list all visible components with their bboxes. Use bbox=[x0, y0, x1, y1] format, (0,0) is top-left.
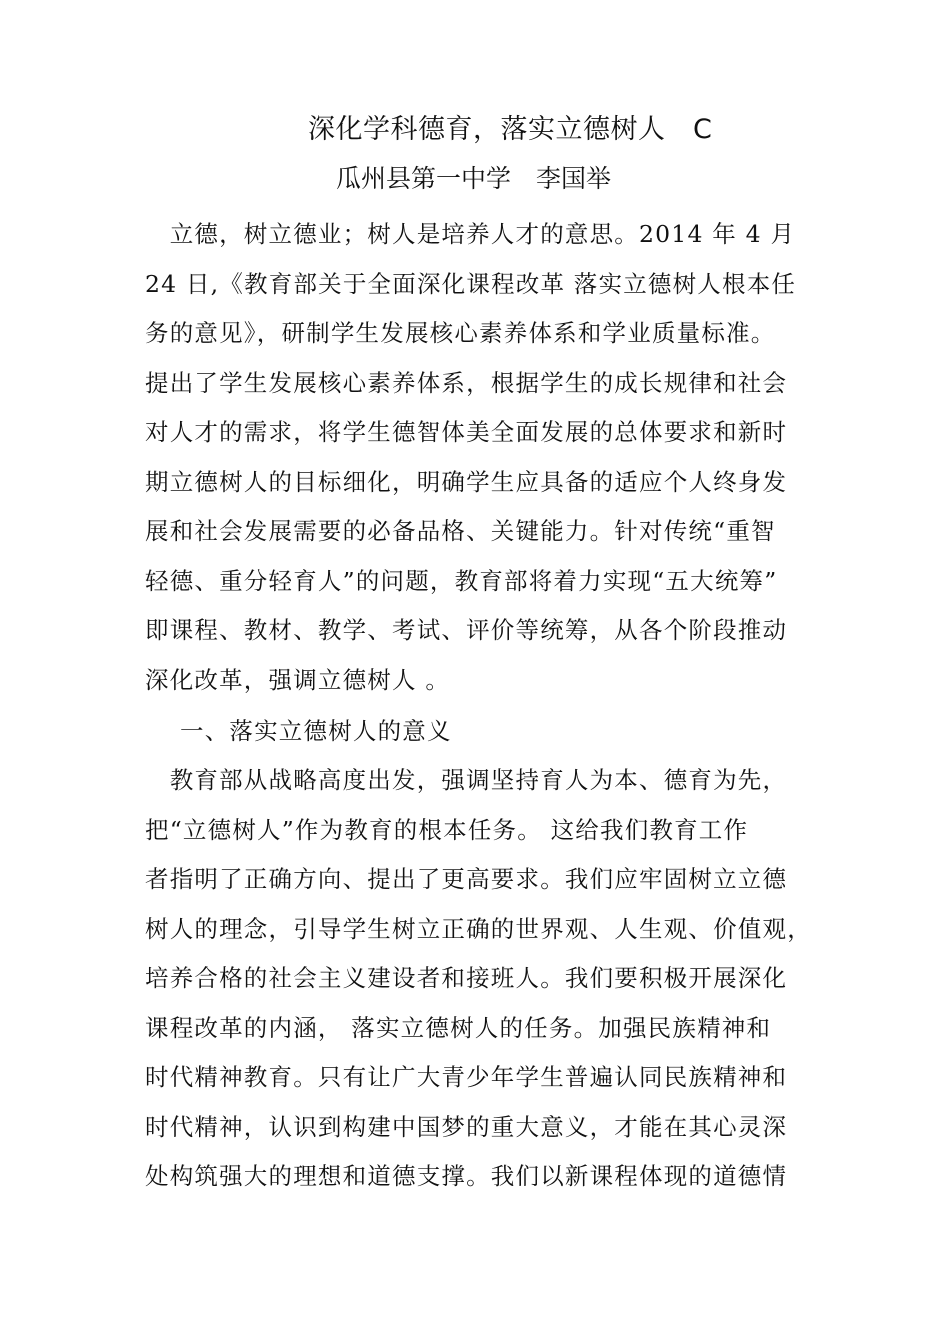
section-heading: 一、落实立德树人的意义 bbox=[180, 717, 452, 745]
text-line: 对人才的需求，将学生德智体美全面发展的总体要求和新时 bbox=[145, 418, 788, 446]
paragraph-significance bbox=[145, 756, 812, 1202]
text-line: 处构筑强大的理想和道德支撑。我们以新课程体现的道德情 bbox=[145, 1162, 788, 1190]
document-title: 深化学科德育，落实立德树人 C bbox=[308, 114, 713, 145]
text-line: 教育部从战略高度出发，强调坚持育人为本、德育为先， bbox=[145, 766, 788, 794]
text-line: 者指明了正确方向、提出了更高要求。我们应牢固树立立德 bbox=[145, 865, 788, 893]
text-line: 时代精神教育。只有让广大青少年学生普遍认同民族精神和 bbox=[145, 1063, 788, 1091]
text-line: 培养合格的社会主义建设者和接班人。我们要积极开展深化 bbox=[145, 964, 788, 992]
text-line: 期立德树人的目标细化，明确学生应具备的适应个人终身发 bbox=[145, 467, 788, 496]
text-line: 展和社会发展需要的必备品格、关键能力。针对传统“重智 bbox=[145, 517, 776, 545]
text-line: 时代精神，认识到构建中国梦的重大意义，才能在其心灵深 bbox=[145, 1112, 788, 1141]
text-line: 立德，树立德业；树人是培养人才的意思。2014 年 4 月 bbox=[145, 220, 796, 248]
text-line: 树人的理念，引导学生树立正确的世界观、人生观、价值观， bbox=[145, 914, 812, 943]
text-line: 即课程、教材、教学、考试、评价等统筹，从各个阶段推动 bbox=[145, 616, 788, 644]
text-line: 深化改革，强调立德树人 。 bbox=[145, 665, 451, 694]
text-line: 把“立德树人”作为教育的根本任务。 这给我们教育工作 bbox=[145, 815, 749, 844]
text-line: 提出了学生发展核心素养体系，根据学生的成长规律和社会 bbox=[145, 368, 788, 397]
text-line: 务的意见》，研制学生发展核心素养体系和学业质量标准。 bbox=[145, 319, 776, 347]
text-line: 24 日,《教育部关于全面深化课程改革 落实立德树人根本任 bbox=[145, 269, 797, 298]
paragraph-intro bbox=[145, 210, 796, 705]
text-line: 课程改革的内涵， 落实立德树人的任务。加强民族精神和 bbox=[145, 1013, 772, 1042]
text-line: 轻德、重分轻育人”的问题，教育部将着力实现“五大统筹” bbox=[145, 566, 778, 595]
document-author: 瓜州县第一中学 李国举 bbox=[336, 164, 612, 193]
